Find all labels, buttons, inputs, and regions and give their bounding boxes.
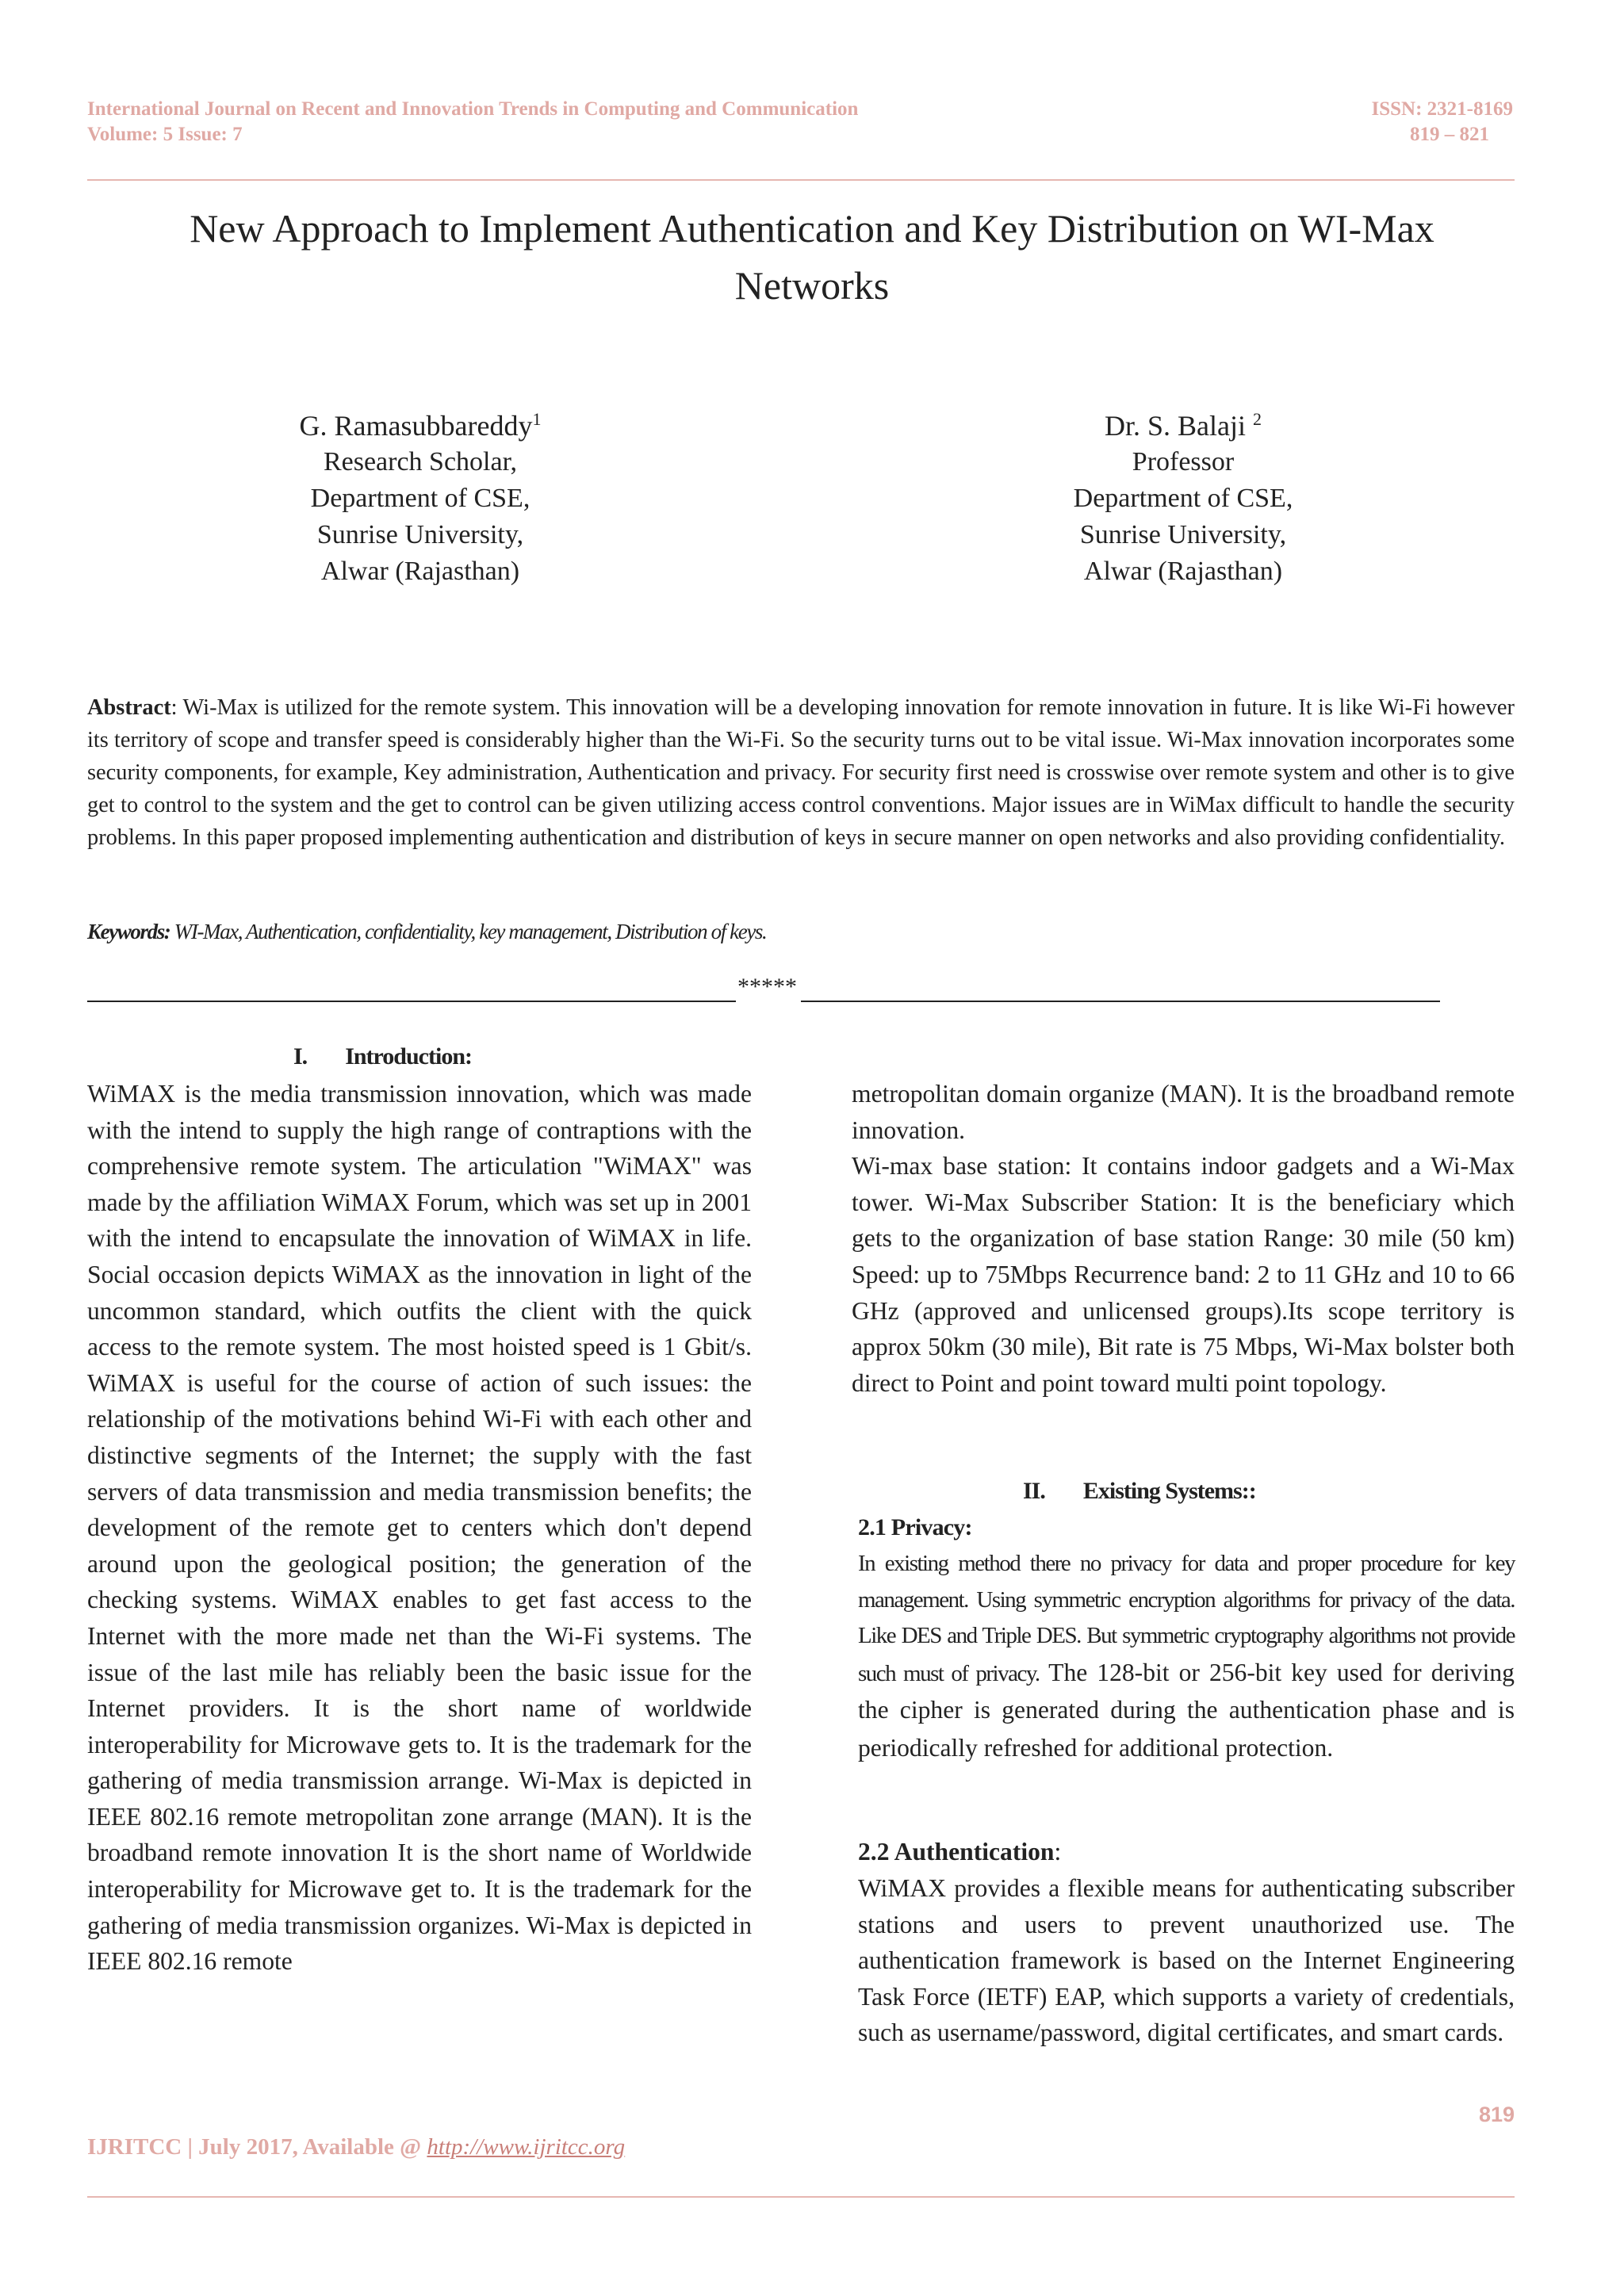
keywords-text: WI-Max, Authentication, confidentiality, key management, Distribution of keys. — [170, 920, 767, 943]
keywords — [87, 920, 766, 944]
author-university: Sunrise University, — [316, 520, 524, 549]
section-title: Introduction: — [345, 1043, 472, 1070]
author-superscript: 2 — [1253, 409, 1262, 429]
journal-name: International Journal on Recent and Innovation Trends in Computing and Communication — [87, 98, 859, 120]
author-university: Sunrise University, — [1079, 520, 1287, 549]
author-location: Alwar (Rajasthan) — [320, 557, 520, 586]
author-superscript: 1 — [532, 409, 542, 429]
privacy-text: The 128-bit or 256-bit key used for deriving the cipher is generated during the authentication phase and is periodically refreshed for additional protection. — [858, 1658, 1515, 1762]
section-number: II. — [1023, 1478, 1045, 1504]
issn: ISSN: 2321-8169 — [1371, 98, 1513, 120]
privacy-paragraph — [858, 1546, 1515, 1768]
section-number: I. — [293, 1043, 308, 1070]
section-title: Existing Systems:: — [1082, 1478, 1256, 1504]
author-role: Professor — [1132, 447, 1235, 476]
authentication-heading: 2.2 Authentication — [858, 1838, 1055, 1866]
abstract-text: : Wi-Max is utilized for the remote system. This innovation will be a developing innovation for remote innovation in future. It is like Wi-Fi however its territory of scope and transfer speed is considerably higher than the Wi-Fi. So the security turns out to be vital issue. Wi-Max innovation incorporates some security components, for example, Key administration, Authentication and privacy. For security first need is crosswise over remote system and other is to give get to control to the system and the get to control can be given utilizing access control conventions. Major issues are in WiMax difficult to handle the security problems. In this paper proposed implementing authentication and distribution of keys in secure manner on open networks and also providing confidentiality. — [87, 695, 1515, 850]
author-1 — [182, 408, 658, 590]
introduction-continued: metropolitan domain organize (MAN). It is the broadband remote innovation. — [852, 1080, 1515, 1144]
footer — [87, 2134, 625, 2160]
separator-rule-right — [801, 1001, 1440, 1002]
page-number: 819 — [1478, 2103, 1515, 2126]
base-station-paragraph: Wi-max base station: It contains indoor gadgets and a Wi-Max tower. Wi-Max Subscriber Station: It is the beneficiary which gets to the organization of base station Range: 30 mile (50 km) Speed: up to 75Mbps Recurrence band: 2 to 11 GHz and 10 to 66 GHz (approved and unlicensed groups).Its scope territory is approx 50km (30 mile), Bit rate is 75 Mbps, Wi-Max bolster both direct to Point and point toward multi point topology. — [852, 1152, 1515, 1397]
privacy-text-condensed: In existing method there no privacy for data and proper procedure for key management. Using symmetric encryption algorithms for privacy of the data. Like DES and Triple DES. But symmetric cryptography algorithms not provide such must of privacy. — [858, 1551, 1515, 1686]
subsection-heading-privacy: 2.1 Privacy: — [858, 1514, 972, 1540]
authentication-paragraph — [858, 1870, 1515, 2051]
paper-title — [0, 200, 1624, 314]
author-department: Department of CSE, — [310, 484, 530, 513]
authentication-text: WiMAX provides a flexible means for authenticating subscriber stations and users to prevent unauthorized use. The authentication framework is based on the Internet Engineering Task Force (IETF) EAP, which supports a variety of credentials, such as username/password, digital certificates, and smart cards. — [858, 1874, 1515, 2047]
author-name: G. Ramasubbareddy — [299, 410, 533, 442]
separator-rule-left — [87, 1001, 736, 1002]
abstract-label: Abstract — [87, 695, 171, 720]
keywords-label: Keywords: — [87, 920, 170, 943]
footer-text: IJRITCC | July 2017, Available @ — [87, 2134, 427, 2160]
footer-rule — [87, 2196, 1515, 2198]
title-line-1: New Approach to Implement Authentication and Key Distribution on WI-Max — [190, 206, 1434, 251]
subsection-heading-authentication — [858, 1834, 1515, 1870]
author-2 — [945, 408, 1421, 590]
separator-stars: ***** — [737, 974, 797, 1000]
author-department: Department of CSE, — [1073, 484, 1293, 513]
volume-issue: Volume: 5 Issue: 7 — [87, 124, 243, 145]
authentication-colon: : — [1054, 1838, 1062, 1866]
header-rule — [87, 179, 1515, 181]
introduction-text — [87, 1076, 752, 1980]
abstract — [87, 691, 1515, 854]
introduction-paragraph: WiMAX is the media transmission innovation, which was made with the intend to supply the high range of contraptions with the comprehensive remote system. The articulation "WiMAX" was made by the affiliation WiMAX Forum, which was set up in 2001 with the intend to encapsulate the innovation of WiMAX in life. Social occasion depicts WiMAX as the innovation in light of the uncommon standard, which outfits the client with the quick access to the remote system. The most hoisted speed is 1 Gbit/s. WiMAX is useful for the course of action of such issues: the relationship of the motivations behind Wi-Fi with each other and distinctive segments of the Internet; the supply with the fast servers of data transmission and media transmission benefits; the development of the remote get to centers which don't depend around upon the geological position; the generation of the checking systems. WiMAX enables to get fast access to the Internet with the more made net than the Wi-Fi systems. The issue of the last mile has reliably been the basic issue for the Internet providers. It is the short name of worldwide interoperability for Microwave gets to. It is the trademark for the gathering of media transmission arrange. Wi-Max is depicted in IEEE 802.16 remote metropolitan zone arrange (MAN). It is the broadband remote innovation It is the short name of Worldwide interoperability for Microwave get to. It is the trademark for the gathering of media transmission organizes. Wi-Max is depicted in IEEE 802.16 remote — [87, 1080, 752, 1976]
section-heading-introduction — [293, 1043, 472, 1070]
author-name: Dr. S. Balaji — [1105, 410, 1246, 442]
author-location: Alwar (Rajasthan) — [1083, 557, 1283, 586]
footer-link[interactable]: http://www.ijritcc.org — [427, 2134, 626, 2160]
section-heading-existing-systems — [1023, 1478, 1256, 1505]
title-line-2: Networks — [734, 263, 890, 308]
author-role: Research Scholar, — [323, 447, 518, 476]
right-column-text — [852, 1076, 1515, 1401]
page-range: 819 – 821 — [1410, 124, 1489, 145]
